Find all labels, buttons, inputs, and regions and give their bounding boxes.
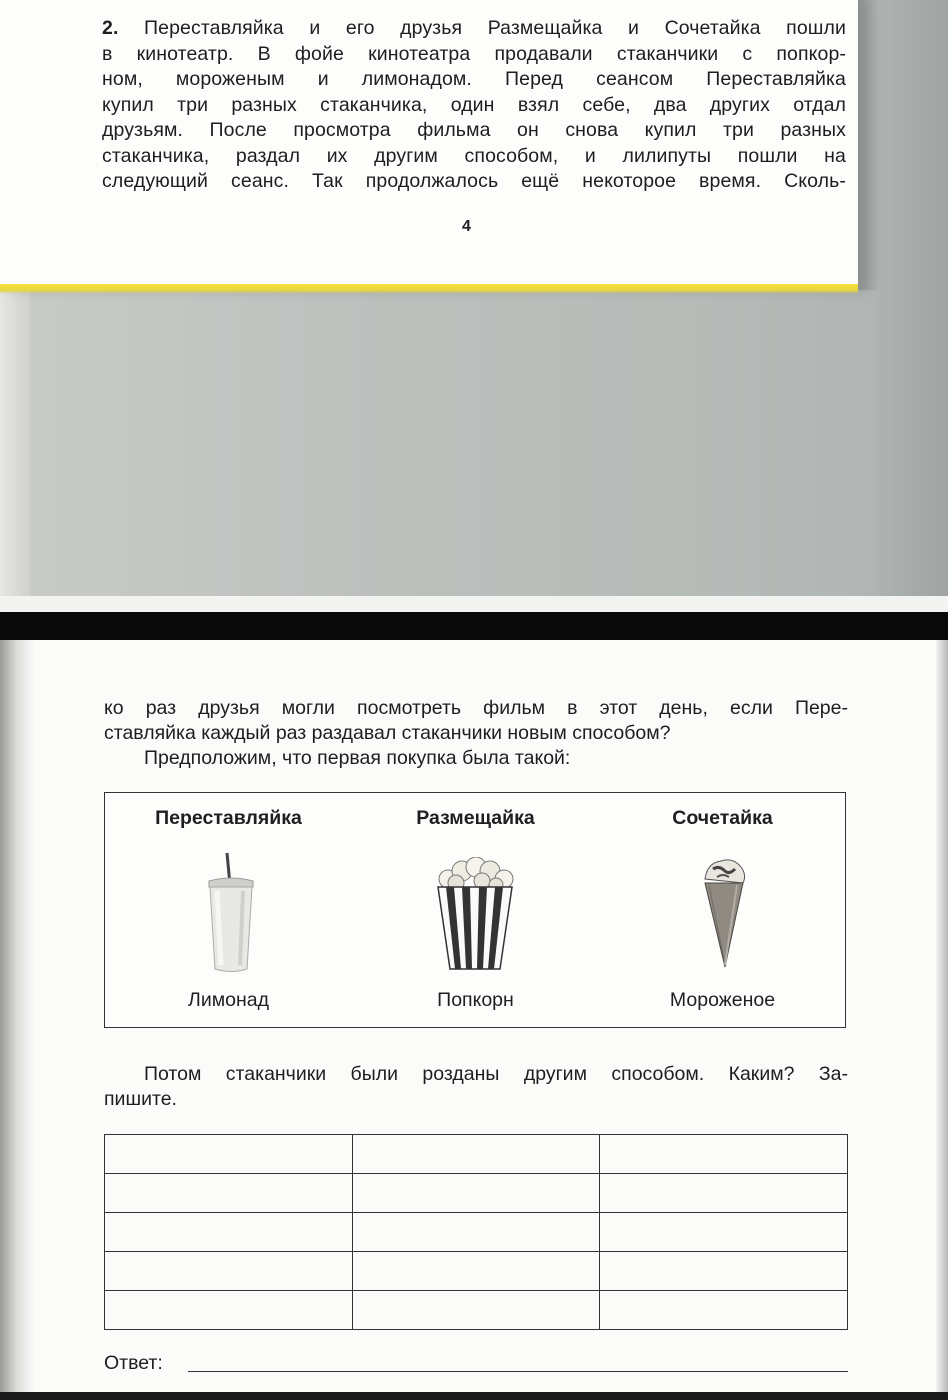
bottom-dark-bar xyxy=(0,1392,948,1400)
grid-cell[interactable] xyxy=(600,1291,848,1330)
problem-line-1: Переставляйка и его друзья Размещайка и Сочетайка пошли xyxy=(144,17,846,39)
question-line-2: пишите. xyxy=(104,1087,177,1110)
black-separator xyxy=(0,612,948,640)
book-page-bottom xyxy=(0,640,948,1392)
grid-cell[interactable] xyxy=(600,1213,848,1252)
grid-cell[interactable] xyxy=(352,1252,600,1291)
grid-cell[interactable] xyxy=(600,1252,848,1291)
popcorn-bucket-icon xyxy=(434,857,516,973)
item-label: Лимонад xyxy=(188,989,269,1011)
problem-line-7: следующий сеанс. Так продолжалось ещё некоторое время. Сколь- xyxy=(102,170,846,192)
grid-row xyxy=(105,1135,848,1174)
item-label: Мороженое xyxy=(669,989,776,1011)
grid-row xyxy=(105,1213,848,1252)
person-name: Переставляйка xyxy=(155,807,302,829)
grid-cell[interactable] xyxy=(352,1174,600,1213)
page-number: 4 xyxy=(462,218,471,235)
grid-cell[interactable] xyxy=(352,1291,600,1330)
page-shadow xyxy=(858,0,880,290)
grid-row xyxy=(105,1291,848,1330)
answer-grid xyxy=(104,1134,848,1330)
problem-line-2: в кинотеатр. В фойе кинотеатра продавали стаканчики с попкор- xyxy=(102,42,846,65)
person-column-2 xyxy=(352,793,599,1029)
problem-line-5: друзьям. После просмотра фильма он снова купил три разных xyxy=(102,119,846,141)
grid-cell[interactable] xyxy=(600,1135,848,1174)
problem-line-3: ном, мороженым и лимонадом. Перед сеансом Переставляйка xyxy=(102,68,846,90)
grid-cell[interactable] xyxy=(105,1213,353,1252)
grid-cell[interactable] xyxy=(600,1174,848,1213)
grid-row xyxy=(105,1174,848,1213)
question-text xyxy=(104,1062,848,1111)
page-left-edge xyxy=(0,640,34,1392)
grid-cell[interactable] xyxy=(105,1174,353,1213)
answer-line[interactable] xyxy=(188,1371,848,1372)
assumption-text: Предположим, что первая покупка была такой: xyxy=(144,747,571,769)
grid-cell[interactable] xyxy=(105,1135,353,1174)
grid-cell[interactable] xyxy=(105,1252,353,1291)
item-label: Попкорн xyxy=(437,989,514,1011)
person-name: Размещайка xyxy=(416,807,535,829)
page-right-edge xyxy=(936,640,948,1392)
continuation-line-1: ко раз друзья могли посмотреть фильм в этот день, если Пере- xyxy=(104,697,848,719)
question-line-1: Потом стаканчики были розданы другим способом. Каким? За- xyxy=(144,1063,848,1085)
person-column-1 xyxy=(105,793,352,1029)
top-scan-photo xyxy=(0,0,948,612)
ice-cream-cone-icon xyxy=(699,855,749,971)
lemonade-cup-icon xyxy=(201,851,261,977)
grid-cell[interactable] xyxy=(352,1213,600,1252)
grid-cell[interactable] xyxy=(352,1135,600,1174)
yellow-page-edge xyxy=(0,284,858,294)
problem-line-6: стаканчика, раздал их другим способом, и лилипуты пошли на xyxy=(102,144,846,167)
answer-label: Ответ: xyxy=(104,1352,163,1374)
scan-right-shadow xyxy=(868,0,948,612)
person-name: Сочетайка xyxy=(672,807,773,829)
person-column-3 xyxy=(599,793,846,1029)
grid-row xyxy=(105,1252,848,1291)
grid-cell[interactable] xyxy=(105,1291,353,1330)
problem-text xyxy=(102,16,846,195)
continuation-line-2: ставляйка каждый раз раздавал стаканчики новым способом? xyxy=(104,721,671,744)
book-page-top xyxy=(0,0,858,284)
continuation-text xyxy=(104,696,848,745)
first-purchase-box xyxy=(104,792,846,1028)
problem-number: 2. xyxy=(102,17,119,39)
scan-bottom-edge xyxy=(0,596,948,612)
problem-line-4: купил три разных стаканчика, один взял себе, два других отдал xyxy=(102,93,846,116)
